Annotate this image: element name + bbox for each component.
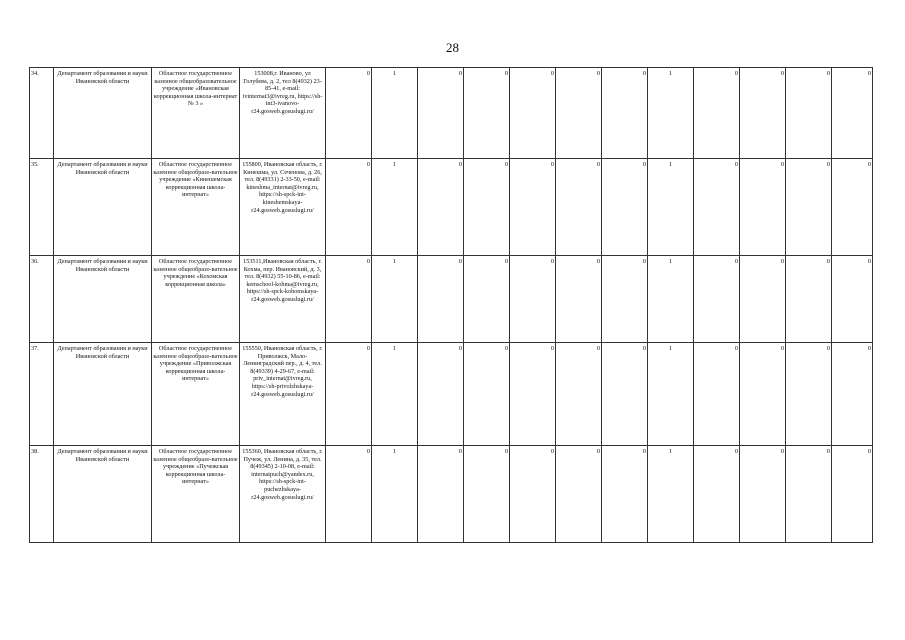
value-cell: 0 bbox=[832, 343, 873, 446]
value-cell: 1 bbox=[372, 446, 418, 543]
value-cell: 1 bbox=[648, 446, 694, 543]
institutions-table bbox=[29, 67, 873, 543]
value-cell: 0 bbox=[510, 256, 556, 343]
page-number: 28 bbox=[446, 40, 459, 55]
value-cell: 0 bbox=[418, 159, 464, 256]
value-cell: 0 bbox=[326, 343, 372, 446]
value-cell: 1 bbox=[372, 159, 418, 256]
address-cell: 153511,Ивановская область, г. Кохма, пер. Ивановский, д. 3, тел. 8(4932) 55-10-86, e-mail: kemschool-kohma@ivreg.ru, https://sh-spck-kohomskaya-r24.gosweb.gosuslugi.ru/ bbox=[240, 256, 326, 343]
value-cell: 0 bbox=[556, 68, 602, 159]
value-cell: 0 bbox=[510, 68, 556, 159]
value-cell: 0 bbox=[786, 159, 832, 256]
value-cell: 0 bbox=[556, 446, 602, 543]
value-cell: 0 bbox=[740, 446, 786, 543]
value-cell: 0 bbox=[556, 256, 602, 343]
value-cell: 0 bbox=[464, 446, 510, 543]
value-cell: 0 bbox=[556, 159, 602, 256]
value-cell: 0 bbox=[694, 68, 740, 159]
department-cell: Департамент образования и науки Ивановской области bbox=[54, 446, 152, 543]
value-cell: 0 bbox=[694, 446, 740, 543]
value-cell: 0 bbox=[418, 343, 464, 446]
address-cell: 155800, Ивановская область, г. Кинешма, ул. Сеченова, д. 26, тел. 8(49331) 2-33-50, e-mail: kineshma_internat@ivreg.ru, https://sh-spck-int-kineshemskaya-r24.gosweb.gosuslugi.ru/ bbox=[240, 159, 326, 256]
value-cell: 0 bbox=[694, 159, 740, 256]
value-cell: 0 bbox=[694, 343, 740, 446]
value-cell: 0 bbox=[740, 256, 786, 343]
organization-cell: Областное государственное казенное общеобразо-вательное учреждение «Приволжская коррекционная школа-интернат» bbox=[152, 343, 240, 446]
value-cell: 0 bbox=[510, 343, 556, 446]
address-cell: 153008,г. Иваново, ул Голубева, д. 2, тел 8(4932) 23-85-41, e-mail: ivinternat3@ivreg.ru, https://sh-int3-ivanovo-r24.gosweb.gosuslugi.ru/ bbox=[240, 68, 326, 159]
value-cell: 0 bbox=[740, 343, 786, 446]
value-cell: 0 bbox=[556, 343, 602, 446]
value-cell: 0 bbox=[832, 68, 873, 159]
value-cell: 0 bbox=[510, 446, 556, 543]
value-cell: 0 bbox=[786, 256, 832, 343]
organization-cell: Областное государственное казенное общеобразо-вательное учреждение «Кинешемская коррекционная школа-интернат» bbox=[152, 159, 240, 256]
value-cell: 0 bbox=[832, 159, 873, 256]
value-cell: 1 bbox=[648, 68, 694, 159]
row-number-cell: 38. bbox=[30, 446, 54, 543]
value-cell: 1 bbox=[372, 68, 418, 159]
table-row bbox=[30, 159, 873, 256]
department-cell: Департамент образования и науки Ивановской области bbox=[54, 68, 152, 159]
value-cell: 0 bbox=[602, 68, 648, 159]
value-cell: 1 bbox=[648, 159, 694, 256]
value-cell: 0 bbox=[326, 68, 372, 159]
row-number-cell: 37. bbox=[30, 343, 54, 446]
organization-cell: Областное государственное казенное общеобразовательное учреждение «Ивановская коррекционная школа-интернат № 3 » bbox=[152, 68, 240, 159]
value-cell: 0 bbox=[740, 159, 786, 256]
value-cell: 0 bbox=[602, 256, 648, 343]
value-cell: 0 bbox=[510, 159, 556, 256]
value-cell: 0 bbox=[464, 256, 510, 343]
organization-cell: Областное государственное казенное общеобразо-вательное учреждение «Пучежская коррекционная школа-интернат» bbox=[152, 446, 240, 543]
value-cell: 0 bbox=[786, 343, 832, 446]
department-cell: Департамент образования и науки Ивановской области bbox=[54, 343, 152, 446]
value-cell: 0 bbox=[786, 68, 832, 159]
address-cell: 155360, Ивановская область, г. Пучеж, ул. Ленина, д. 35, тел. 8(49345) 2-10-08, e-mail: internatpuch@yandex.ru, https://sh-spck-int-puchezhskaya-r24.gosweb.gosuslugi.ru/ bbox=[240, 446, 326, 543]
address-cell: 155550, Ивановская область, г. Приволжск, Мало-Ленинградский пер., д. 4, тел. 8(49339) 4-29-67, e-mail: priv_internat@ivreg.ru, https://sh-privolzhskaya-r24.gosweb.gosuslugi.ru/ bbox=[240, 343, 326, 446]
value-cell: 0 bbox=[418, 256, 464, 343]
table-row bbox=[30, 256, 873, 343]
value-cell: 0 bbox=[464, 68, 510, 159]
value-cell: 0 bbox=[464, 159, 510, 256]
value-cell: 0 bbox=[464, 343, 510, 446]
value-cell: 0 bbox=[602, 159, 648, 256]
organization-cell: Областное государственное казенное общеобразо-вательное учреждение «Кохомская коррекционная школа» bbox=[152, 256, 240, 343]
row-number-cell: 36. bbox=[30, 256, 54, 343]
value-cell: 1 bbox=[372, 343, 418, 446]
value-cell: 0 bbox=[832, 256, 873, 343]
value-cell: 1 bbox=[648, 256, 694, 343]
department-cell: Департамент образования и науки Ивановской области bbox=[54, 256, 152, 343]
value-cell: 0 bbox=[786, 446, 832, 543]
value-cell: 0 bbox=[418, 446, 464, 543]
table-row bbox=[30, 343, 873, 446]
value-cell: 0 bbox=[602, 446, 648, 543]
value-cell: 0 bbox=[326, 446, 372, 543]
value-cell: 1 bbox=[372, 256, 418, 343]
value-cell: 0 bbox=[832, 446, 873, 543]
department-cell: Департамент образования и науки Ивановской области bbox=[54, 159, 152, 256]
row-number-cell: 35. bbox=[30, 159, 54, 256]
value-cell: 0 bbox=[418, 68, 464, 159]
value-cell: 1 bbox=[648, 343, 694, 446]
table-row bbox=[30, 446, 873, 543]
row-number-cell: 34. bbox=[30, 68, 54, 159]
value-cell: 0 bbox=[326, 256, 372, 343]
table-row bbox=[30, 68, 873, 159]
value-cell: 0 bbox=[602, 343, 648, 446]
value-cell: 0 bbox=[740, 68, 786, 159]
value-cell: 0 bbox=[326, 159, 372, 256]
value-cell: 0 bbox=[694, 256, 740, 343]
